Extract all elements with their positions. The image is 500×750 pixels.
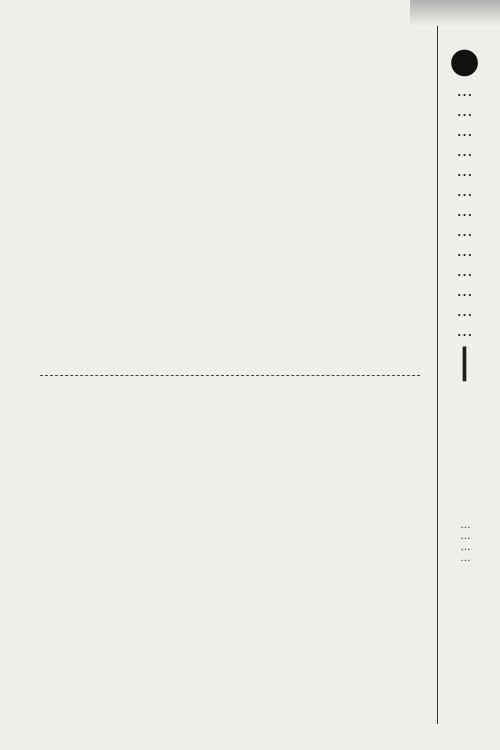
- editor-column: [448, 520, 482, 740]
- title-end-mark: |: [444, 341, 485, 382]
- book-title-column: [442, 40, 486, 420]
- scan-shadow: [410, 0, 500, 26]
- vertical-rule: [437, 26, 438, 724]
- editor-leader: …………: [460, 520, 471, 564]
- title-leader-dots: …………………………………: [455, 81, 474, 341]
- section-divider: [40, 375, 420, 376]
- title-bullet-icon: ●: [444, 40, 485, 81]
